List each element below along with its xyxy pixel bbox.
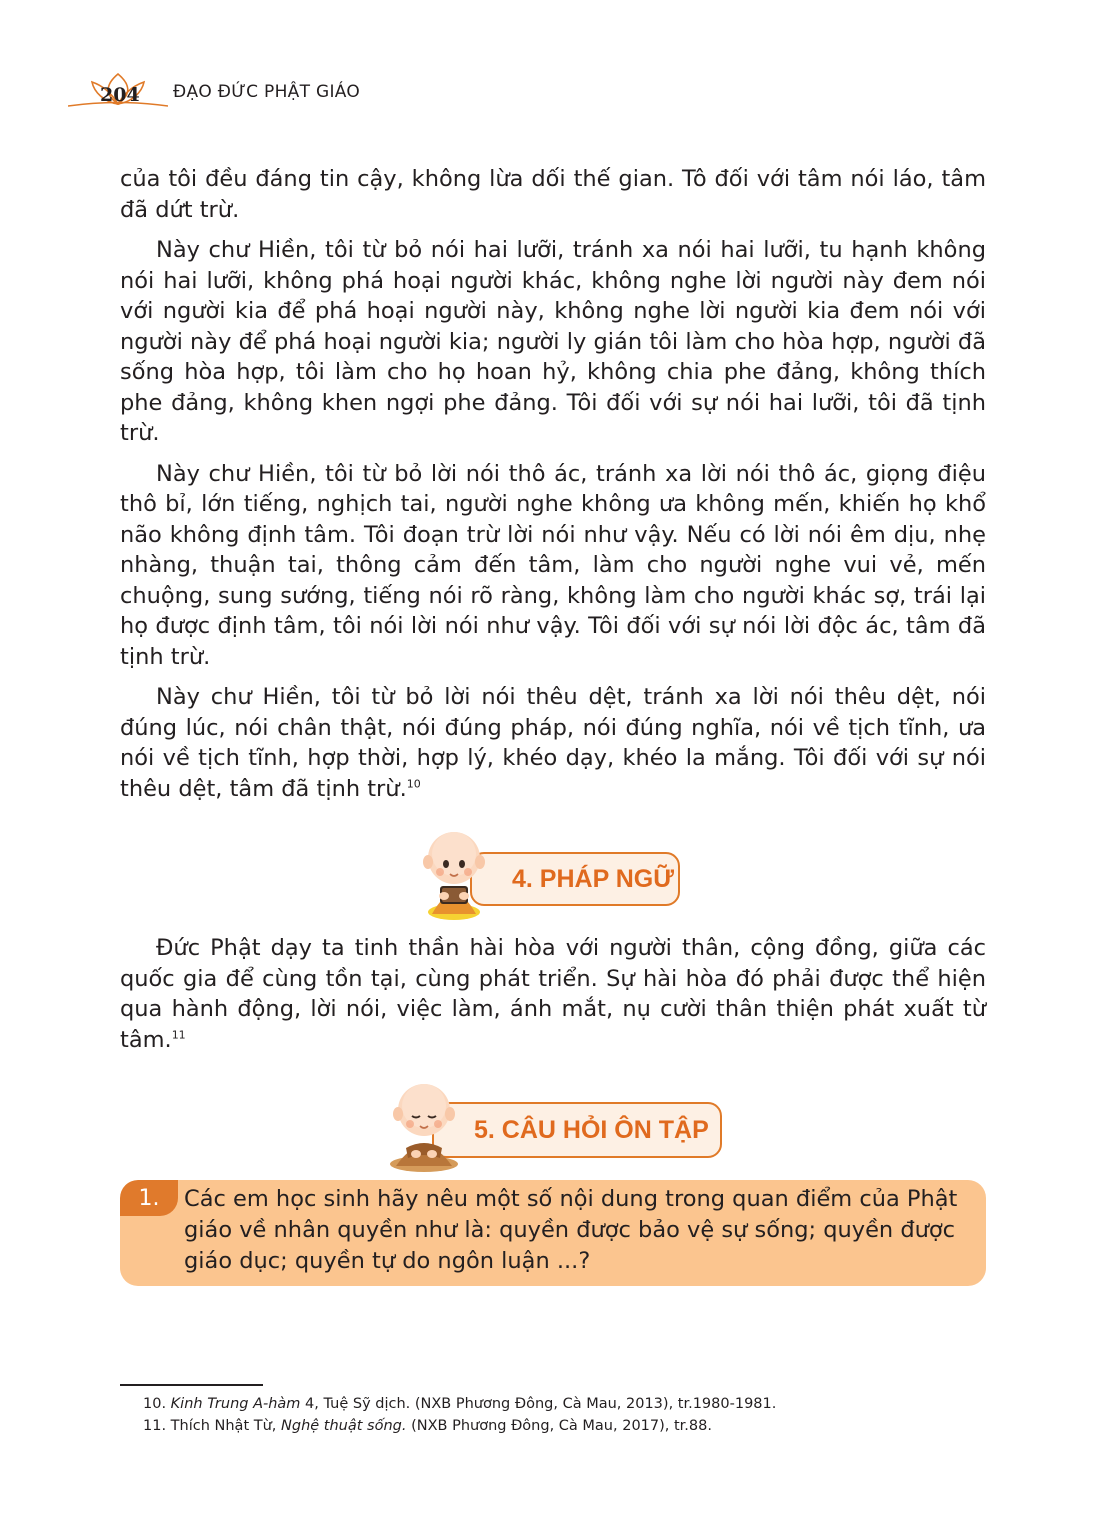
paragraph-2: Này chư Hiền, tôi từ bỏ nói hai lưỡi, tránh xa nói hai lưỡi, tu hạnh không nói hai lưỡi, không phá hoại người khác, không nghe lời người này đem nói với người kia để phá hoại người này, không nghe lời người kia đem nói với người này để phá hoại người kia; người ly gián tôi làm cho hòa hợp, người đã sống hòa hợp, tôi làm cho họ hoan hỷ, không chia phe đảng, không thích phe đảng, không khen ngợi phe đảng. Tôi đối với sự nói hai lưỡi, tôi đã tịnh trừ. xyxy=(120,237,986,446)
footnote-ref-10: 10 xyxy=(406,777,421,790)
section-4-paragraph xyxy=(120,933,986,1055)
paragraph-4 xyxy=(120,682,986,804)
footnote-11-title: Nghệ thuật sống. xyxy=(281,1418,407,1434)
review-question xyxy=(120,1180,986,1286)
footnote-10-number: 10. xyxy=(143,1396,167,1412)
running-title: ĐẠO ĐỨC PHẬT GIÁO xyxy=(173,82,361,102)
footnote-ref-11: 11 xyxy=(171,1028,186,1041)
paragraph-3: Này chư Hiền, tôi từ bỏ lời nói thô ác, tránh xa lời nói thô ác, giọng điệu thô bỉ, lớn tiếng, nghịch tai, người nghe không ưa không mến, khiến họ khổ não không định tâm. Tôi đoạn trừ lời nói như vậy. Nếu có lời nói êm dịu, nhẹ nhàng, thuận tai, thông cảm đến tâm, làm cho người nghe vui vẻ, mến chuộng, sung sướng, tiếng nói rõ ràng, không làm cho người khác sợ, trái lại họ được định tâm, tôi nói lời nói như vậy. Tôi đối với sự nói lời độc ác, tâm đã tịnh trừ. xyxy=(120,460,986,670)
paragraph-4-text: Này chư Hiền, tôi từ bỏ lời nói thêu dệt, tránh xa lời nói thêu dệt, nói đúng lúc, nói chân thật, nói đúng pháp, nói đúng nghĩa, nói về tịch tĩnh, ưa nói về tịch tĩnh, hợp thời, hợp lý, khéo dạy, khéo la mắng. Tôi đối với sự nói thêu dệt, tâm đã tịnh trừ. xyxy=(120,684,986,802)
main-text xyxy=(120,164,986,814)
footnote-10-title: Kinh Trung A-hàm xyxy=(170,1396,301,1412)
footnote-10-citation: 4, Tuệ Sỹ dịch. (NXB Phương Đông, Cà Mau, 2013), tr.1980-1981. xyxy=(300,1396,777,1412)
section-5-heading xyxy=(384,1076,724,1174)
question-text: Các em học sinh hãy nêu một số nội dung trong quan điểm của Phật giáo về nhân quyền như là: quyền được bảo vệ sự sống; quyền được giáo dục; quyền tự do ngôn luận ...? xyxy=(184,1186,958,1274)
footnote-divider xyxy=(120,1384,263,1386)
monk-meditating-icon xyxy=(384,1076,468,1174)
footnote-10 xyxy=(143,1393,776,1415)
footnote-11-number: 11. xyxy=(143,1418,167,1434)
section-4-text: Đức Phật dạy ta tinh thần hài hòa với người thân, cộng đồng, giữa các quốc gia để cùng tồn tại, cùng phát triển. Sự hài hòa đó phải được thể hiện qua hành động, lời nói, việc làm, ánh mắt, nụ cười thân thiện phát xuất từ tâm. xyxy=(120,935,986,1053)
footnote-11-author: Thích Nhật Từ, xyxy=(166,1418,282,1434)
monk-reading-icon xyxy=(418,826,498,922)
section-4-heading xyxy=(418,826,690,922)
page-number: 204 xyxy=(100,84,140,106)
section-5-title: 5. CÂU HỎI ÔN TẬP xyxy=(432,1102,722,1158)
footnote-11 xyxy=(143,1415,776,1437)
section-4-title: 4. PHÁP NGỮ xyxy=(470,852,680,906)
footnote-11-citation: (NXB Phương Đông, Cà Mau, 2017), tr.88. xyxy=(406,1418,712,1434)
question-number: 1. xyxy=(120,1180,178,1216)
page-header xyxy=(68,70,388,110)
paragraph-1: của tôi đều đáng tin cậy, không lừa dối thế gian. Tô đối với tâm nói láo, tâm đã dứt trừ. xyxy=(120,166,986,223)
section-4-body xyxy=(120,933,986,1065)
footnotes xyxy=(143,1393,776,1437)
